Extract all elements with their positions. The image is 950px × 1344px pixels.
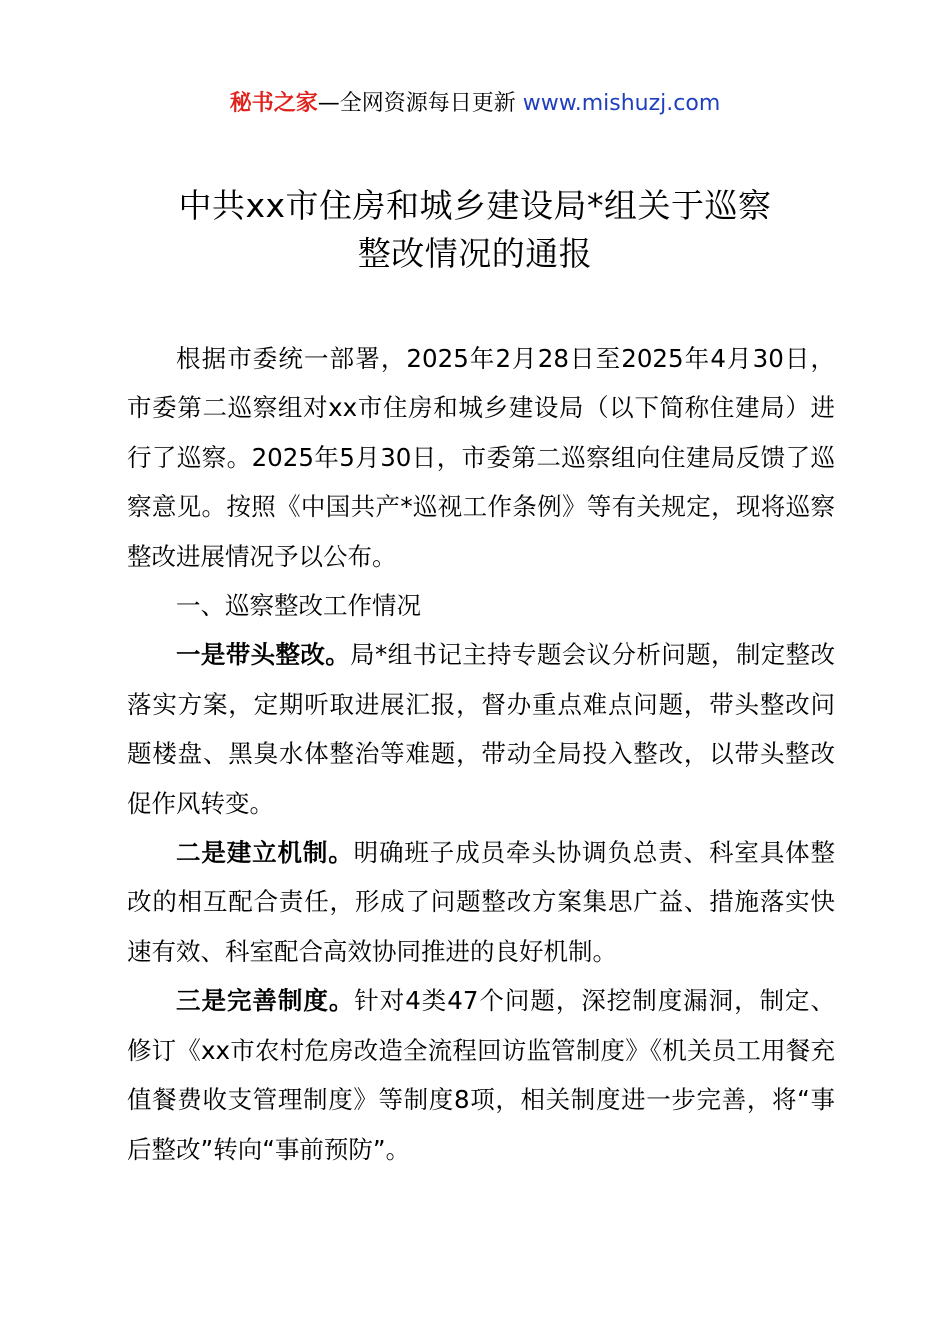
- item-lead: 二是建立机制。: [176, 838, 354, 868]
- brand-name: 秘书之家: [229, 91, 318, 116]
- item-paragraph: [127, 630, 835, 828]
- title-line-2: 整改情况的通报: [357, 234, 593, 273]
- header-tagline: —全网资源每日更新: [317, 91, 523, 116]
- section-heading: 一、巡察整改工作情况: [176, 591, 421, 621]
- document-body: [127, 334, 835, 1174]
- site-url-link[interactable]: www.mishuzj.com: [522, 91, 721, 116]
- intro-paragraph: 根据市委统一部署，2025年2月28日至2025年4月30日，市委第二巡察组对xx市住房和城乡建设局（以下简称住建局）进行了巡察。2025年5月30日，市委第二巡察组向住建局反馈了巡察意见。按照《中国共产*巡视工作条例》等有关规定，现将巡察整改进展情况予以公布。: [127, 344, 835, 571]
- item-text: 明确班子成员牵头协调负总责、科室具体整改的相互配合责任，形成了问题整改方案集思广益、措施落实快速有效、科室配合高效协同推进的良好机制。: [127, 838, 836, 966]
- item-text: 局*组书记主持专题会议分析问题，制定整改落实方案，定期听取进展汇报，督办重点难点问题，带头整改问题楼盘、黑臭水体整治等难题，带动全局投入整改，以带头整改促作风转变。: [127, 640, 835, 818]
- item-text: 针对4类47个问题，深挖制度漏洞，制定、修订《xx市农村危房改造全流程回访监管制度》《机关员工用餐充值餐费收支管理制度》等制度8项，相关制度进一步完善，将“事后整改”转向“事前预防”。: [127, 986, 836, 1164]
- item-lead: 三是完善制度。: [176, 986, 355, 1016]
- item-paragraph: [127, 976, 835, 1174]
- title-line-1: 中共xx市住房和城乡建设局*组关于巡察: [178, 186, 772, 225]
- item-paragraph: [127, 828, 835, 976]
- item-lead: 一是带头整改。: [176, 640, 351, 670]
- document-title: [100, 182, 850, 278]
- site-header: [0, 88, 950, 120]
